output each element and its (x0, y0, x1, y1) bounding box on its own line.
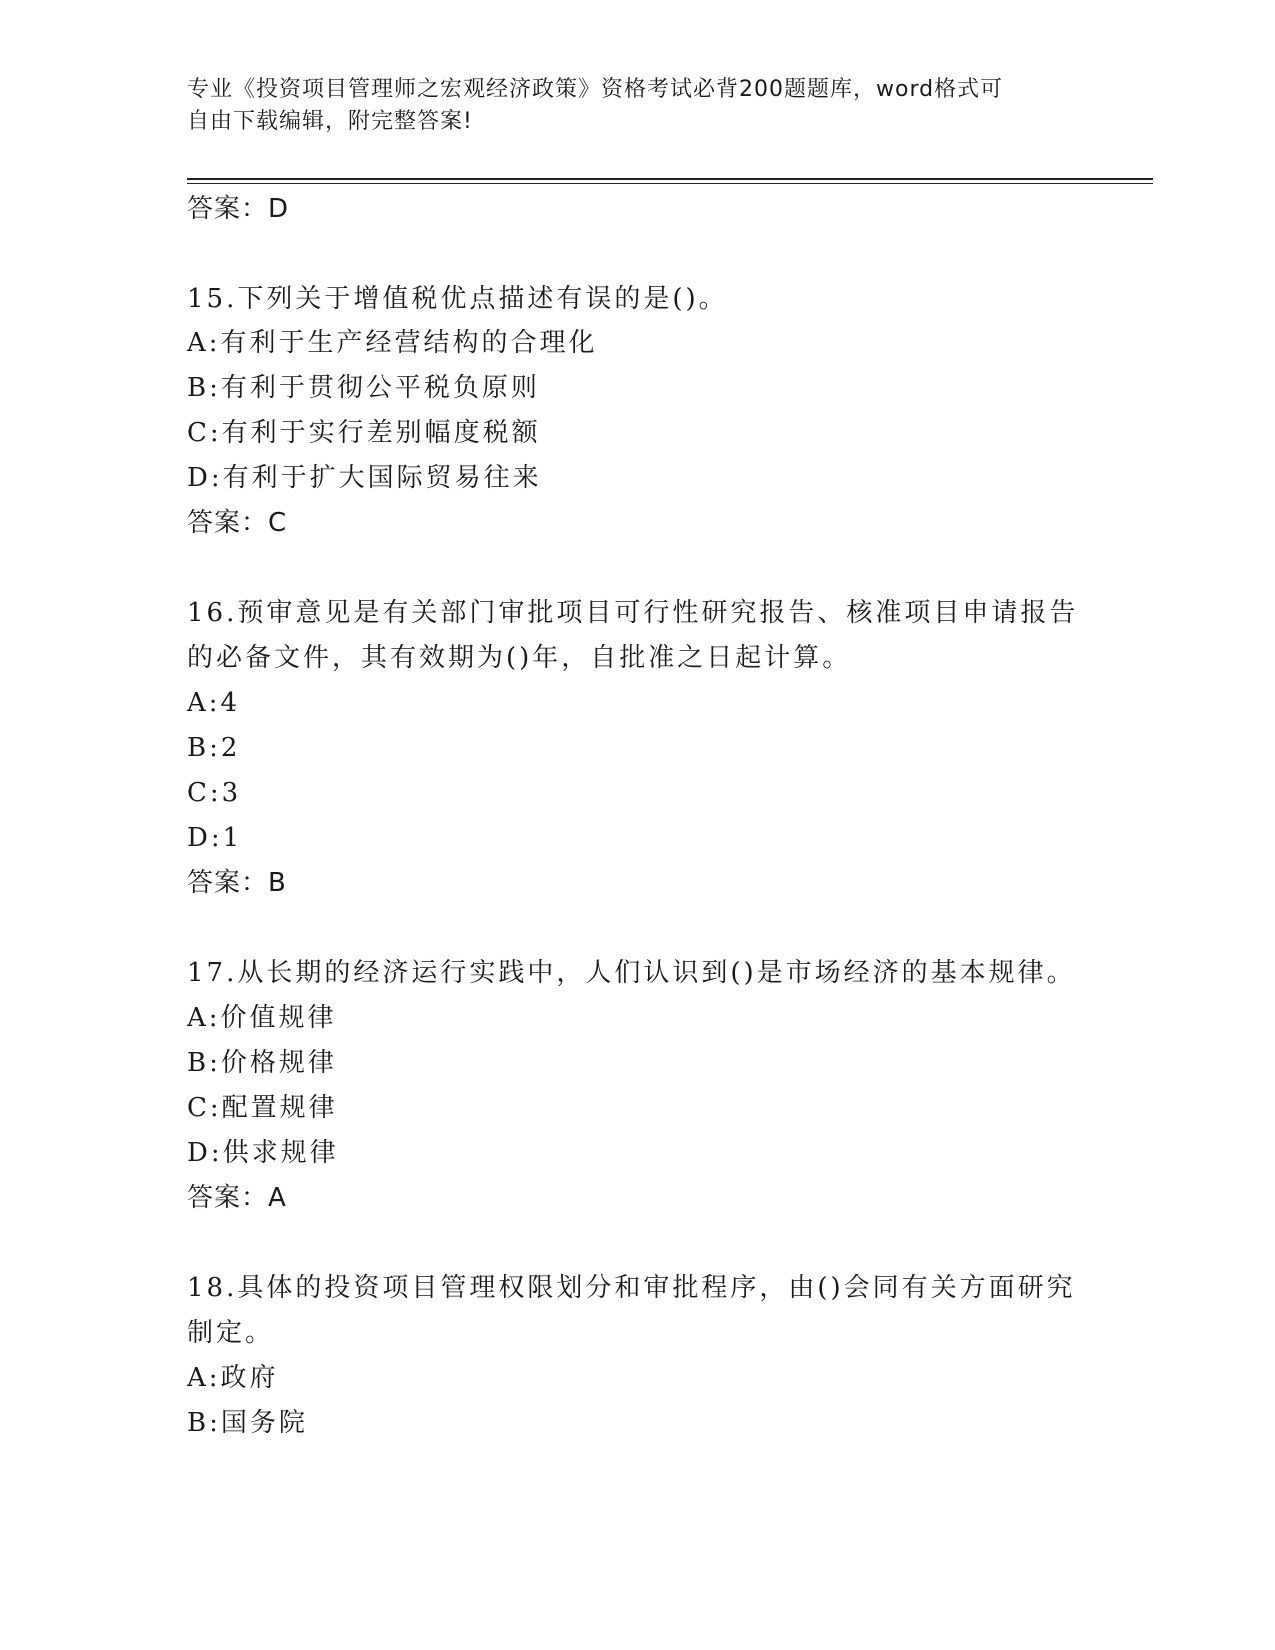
answer-line: 答案：B (187, 868, 287, 898)
option-b: B:价格规律 (187, 1048, 337, 1078)
option-c: C:配置规律 (187, 1093, 338, 1123)
option-b: B:有利于贯彻公平税负原则 (187, 373, 540, 403)
question-stem: 18.具体的投资项目管理权限划分和审批程序，由()会同有关方面研究 (187, 1273, 1076, 1303)
question-stem-continued: 的必备文件，其有效期为()年，自批准之日起计算。 (187, 643, 852, 673)
header-rule-thin (187, 183, 1153, 184)
question-stem: 15.下列关于增值税优点描述有误的是()。 (187, 284, 728, 314)
option-b: B:国务院 (187, 1408, 308, 1438)
question-stem-continued: 制定。 (187, 1318, 275, 1348)
option-d: D:1 (187, 823, 243, 853)
option-d: D:有利于扩大国际贸易往来 (187, 463, 542, 493)
answer-line: 答案：C (187, 508, 288, 538)
option-b: B:2 (187, 733, 241, 763)
page-header (187, 74, 1067, 138)
option-a: A:政府 (187, 1363, 279, 1393)
answer-line: 答案：D (187, 194, 290, 224)
answer-line: 答案：A (187, 1183, 287, 1213)
header-line-1: 专业《投资项目管理师之宏观经济政策》资格考试必背200题题库，word格式可 (187, 77, 1004, 102)
option-d: D:供求规律 (187, 1138, 339, 1168)
option-a: A:4 (187, 688, 241, 718)
option-c: C:有利于实行差别幅度税额 (187, 418, 541, 448)
header-line-2: 自由下载编辑，附完整答案! (187, 109, 473, 134)
option-a: A:有利于生产经营结构的合理化 (187, 328, 598, 358)
option-a: A:价值规律 (187, 1003, 337, 1033)
option-c: C:3 (187, 778, 242, 808)
question-stem: 16.预审意见是有关部门审批项目可行性研究报告、核准项目申请报告 (187, 598, 1079, 628)
header-rule-thick (187, 178, 1153, 180)
question-stem: 17.从长期的经济运行实践中，人们认识到()是市场经济的基本规律。 (187, 958, 1076, 988)
